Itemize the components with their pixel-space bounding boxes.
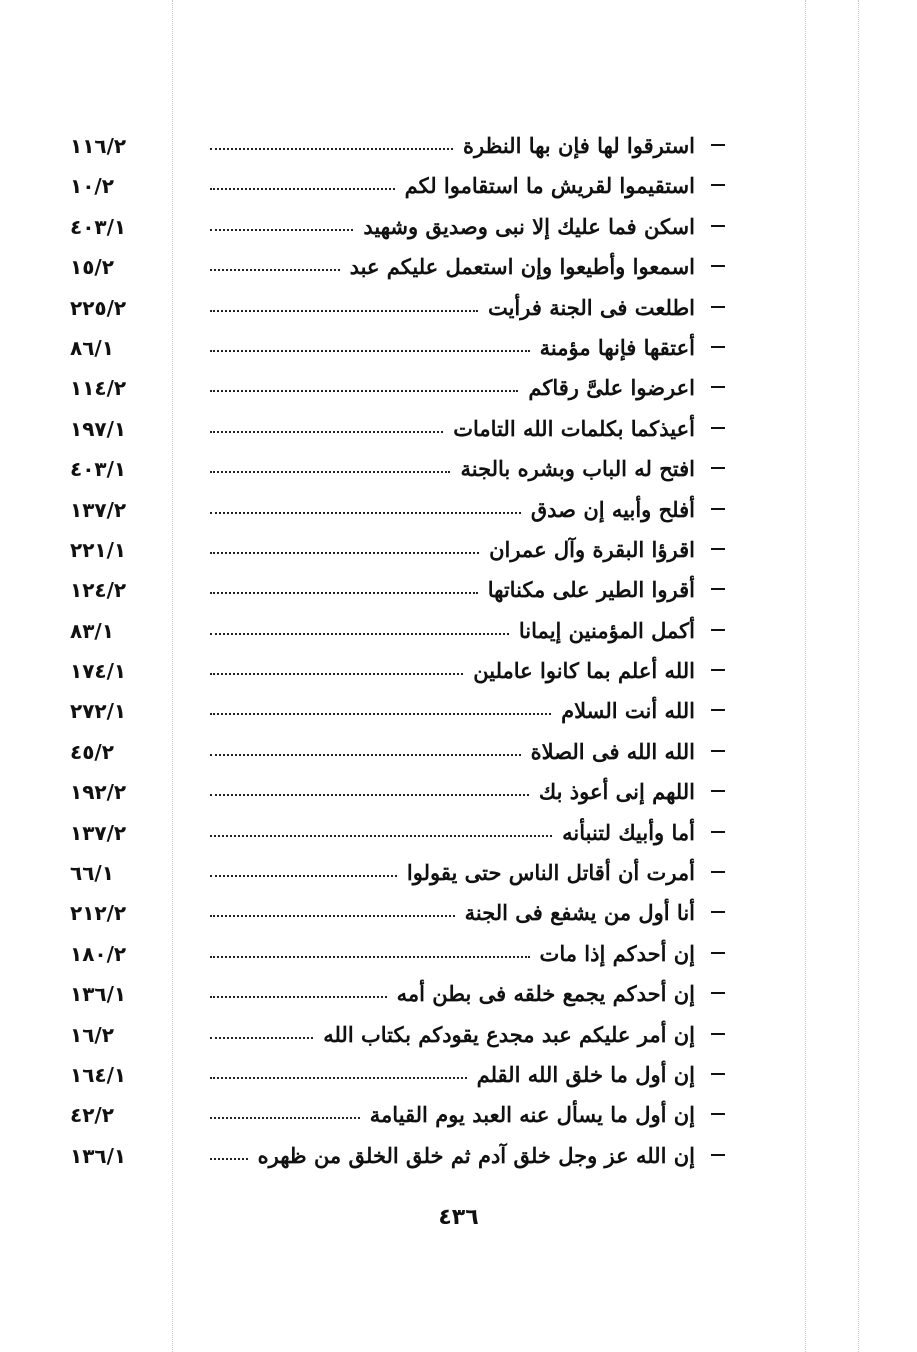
entry-dash — [711, 790, 725, 792]
entry-reference: ١٥/٢ — [70, 255, 114, 280]
entry-dash — [711, 629, 725, 631]
index-entry — [0, 249, 917, 289]
dot-leader — [210, 713, 551, 715]
index-entry — [0, 1057, 917, 1097]
entry-dash — [711, 750, 725, 752]
entry-reference: ١٧٤/١ — [70, 659, 127, 684]
entry-reference: ١٩٢/٢ — [70, 780, 127, 805]
dot-leader — [210, 1037, 313, 1039]
entry-text: الله أنت السلام — [561, 698, 695, 724]
entry-dash — [711, 346, 725, 348]
index-entry — [0, 734, 917, 774]
entry-text: إن أحدكم إذا مات — [539, 940, 695, 966]
index-entry — [0, 613, 917, 653]
entry-text: أنا أول من يشفع فى الجنة — [464, 900, 695, 926]
entry-dash — [711, 831, 725, 833]
entry-reference: ١٣٧/٢ — [70, 820, 127, 845]
dot-leader — [210, 754, 521, 756]
entry-dash — [711, 709, 725, 711]
dot-leader — [210, 512, 521, 514]
index-entry — [0, 168, 917, 208]
entry-text: افتح له الباب وبشره بالجنة — [460, 456, 695, 482]
entry-reference: ١٣٧/٢ — [70, 497, 127, 522]
entry-dash — [711, 427, 725, 429]
index-entry — [0, 370, 917, 410]
entry-text: استقيموا لقريش ما استقاموا لكم — [404, 173, 695, 199]
entry-text: إن الله عز وجل خلق آدم ثم خلق الخلق من ظهره — [257, 1142, 695, 1168]
entry-dash — [711, 669, 725, 671]
entry-text: الله أعلم بما كانوا عاملين — [473, 658, 695, 684]
dot-leader — [210, 915, 455, 917]
dot-leader — [210, 592, 478, 594]
index-entry — [0, 209, 917, 249]
dot-leader — [210, 633, 509, 635]
index-entry — [0, 290, 917, 330]
entry-text: اللهم إنى أعوذ بك — [538, 779, 695, 805]
entry-reference: ٢٢١/١ — [70, 537, 127, 562]
entry-text: إن أول ما يسأل عنه العبد يوم القيامة — [369, 1102, 695, 1128]
entry-text: أما وأبيك لتنبأنه — [562, 819, 695, 845]
entry-reference: ١٦/٢ — [70, 1022, 114, 1047]
entry-reference: ١٦٤/١ — [70, 1062, 127, 1087]
dot-leader — [210, 956, 530, 958]
dot-leader — [210, 229, 353, 231]
entry-text: أقروا الطير على مكناتها — [487, 577, 695, 603]
entry-dash — [711, 1033, 725, 1035]
index-entry — [0, 855, 917, 895]
entry-reference: ٢١٢/٢ — [70, 901, 127, 926]
entry-text: استرقوا لها فإن بها النظرة — [463, 133, 695, 158]
dot-leader — [210, 673, 463, 675]
entry-dash — [711, 265, 725, 267]
entry-text: أكمل المؤمنين إيمانا — [518, 617, 695, 643]
entry-dash — [711, 992, 725, 994]
dot-leader — [210, 350, 530, 352]
entry-dash — [711, 467, 725, 469]
dot-leader — [210, 835, 552, 837]
entry-text: الله الله فى الصلاة — [530, 738, 695, 764]
entry-dash — [711, 225, 725, 227]
entry-reference: ١٣٦/١ — [70, 1143, 127, 1168]
entry-reference: ٤٠٣/١ — [70, 214, 127, 239]
entry-reference: ٨٦/١ — [70, 335, 114, 360]
entry-reference: ١٣٦/١ — [70, 982, 127, 1007]
entry-text: اسكن فما عليك إلا نبى وصديق وشهيد — [363, 213, 695, 239]
entry-reference: ٤٢/٢ — [70, 1103, 114, 1128]
entry-text: اطلعت فى الجنة فرأيت — [487, 294, 695, 320]
dot-leader — [210, 310, 478, 312]
entry-dash — [711, 1154, 725, 1156]
entry-dash — [711, 144, 725, 146]
entry-reference: ٨٣/١ — [70, 618, 114, 643]
entry-reference: ٤٠٣/١ — [70, 457, 127, 482]
entry-reference: ٢٢٥/٢ — [70, 295, 127, 320]
entry-reference: ٢٧٢/١ — [70, 699, 127, 724]
dot-leader — [210, 996, 387, 998]
entry-reference: ٦٦/١ — [70, 861, 114, 886]
entry-dash — [711, 508, 725, 510]
dot-leader — [210, 552, 479, 554]
entry-dash — [711, 871, 725, 873]
index-entry — [0, 815, 917, 855]
dot-leader — [210, 1158, 248, 1160]
entry-dash — [711, 952, 725, 954]
entry-reference: ١١٤/٢ — [70, 376, 127, 401]
index-entry — [0, 774, 917, 814]
entry-dash — [711, 386, 725, 388]
entry-dash — [711, 588, 725, 590]
dot-leader — [210, 875, 397, 877]
index-entry — [0, 330, 917, 370]
entry-dash — [711, 911, 725, 913]
index-entry — [0, 532, 917, 572]
index-entry — [0, 653, 917, 693]
index-entry — [0, 128, 917, 168]
entry-reference: ٤٥/٢ — [70, 739, 114, 764]
index-entry — [0, 411, 917, 451]
entry-text: أمرت أن أقاتل الناس حتى يقولوا — [406, 860, 695, 886]
dot-leader — [210, 1117, 360, 1119]
dot-leader — [210, 431, 443, 433]
index-entry — [0, 693, 917, 733]
entry-text: إن أول ما خلق الله القلم — [476, 1061, 695, 1087]
dot-leader — [210, 148, 453, 150]
entry-reference: ١٩٧/١ — [70, 416, 127, 441]
index-entry — [0, 1017, 917, 1057]
entry-text: أعتقها فإنها مؤمنة — [539, 334, 695, 360]
index-entry — [0, 1097, 917, 1137]
entry-text: إن أحدكم يجمع خلقه فى بطن أمه — [396, 981, 695, 1007]
entry-dash — [711, 548, 725, 550]
dot-leader — [210, 794, 529, 796]
entry-dash — [711, 306, 725, 308]
entry-dash — [711, 184, 725, 186]
entry-text: اقرؤا البقرة وآل عمران — [489, 536, 695, 562]
entry-text: أعيذكما بكلمات الله التامات — [453, 415, 695, 441]
entry-dash — [711, 1113, 725, 1115]
entry-dash — [711, 1073, 725, 1075]
dot-leader — [210, 269, 340, 271]
entry-text: اسمعوا وأطيعوا وإن استعمل عليكم عبد — [349, 254, 695, 280]
page-number: ٤٣٦ — [438, 1205, 479, 1230]
index-entry — [0, 1138, 917, 1178]
entry-text: أفلح وأبيه إن صدق — [530, 496, 695, 522]
index-entry — [0, 492, 917, 532]
entry-reference: ١٢٤/٢ — [70, 578, 127, 603]
index-entry — [0, 572, 917, 612]
index-entry — [0, 451, 917, 491]
entry-reference: ١١٦/٢ — [70, 134, 127, 158]
dot-leader — [210, 390, 518, 392]
index-entry — [0, 976, 917, 1016]
dot-leader — [210, 471, 450, 473]
dot-leader — [210, 188, 395, 190]
index-entry — [0, 936, 917, 976]
entry-reference: ١٨٠/٢ — [70, 941, 127, 966]
entry-text: اعرضوا علىَّ رقاكم — [528, 375, 695, 401]
hadith-index-list — [0, 128, 917, 1178]
index-entry — [0, 895, 917, 935]
entry-reference: ١٠/٢ — [70, 174, 114, 199]
entry-text: إن أمر عليكم عبد مجدع يقودكم بكتاب الله — [323, 1021, 695, 1047]
dot-leader — [210, 1077, 467, 1079]
